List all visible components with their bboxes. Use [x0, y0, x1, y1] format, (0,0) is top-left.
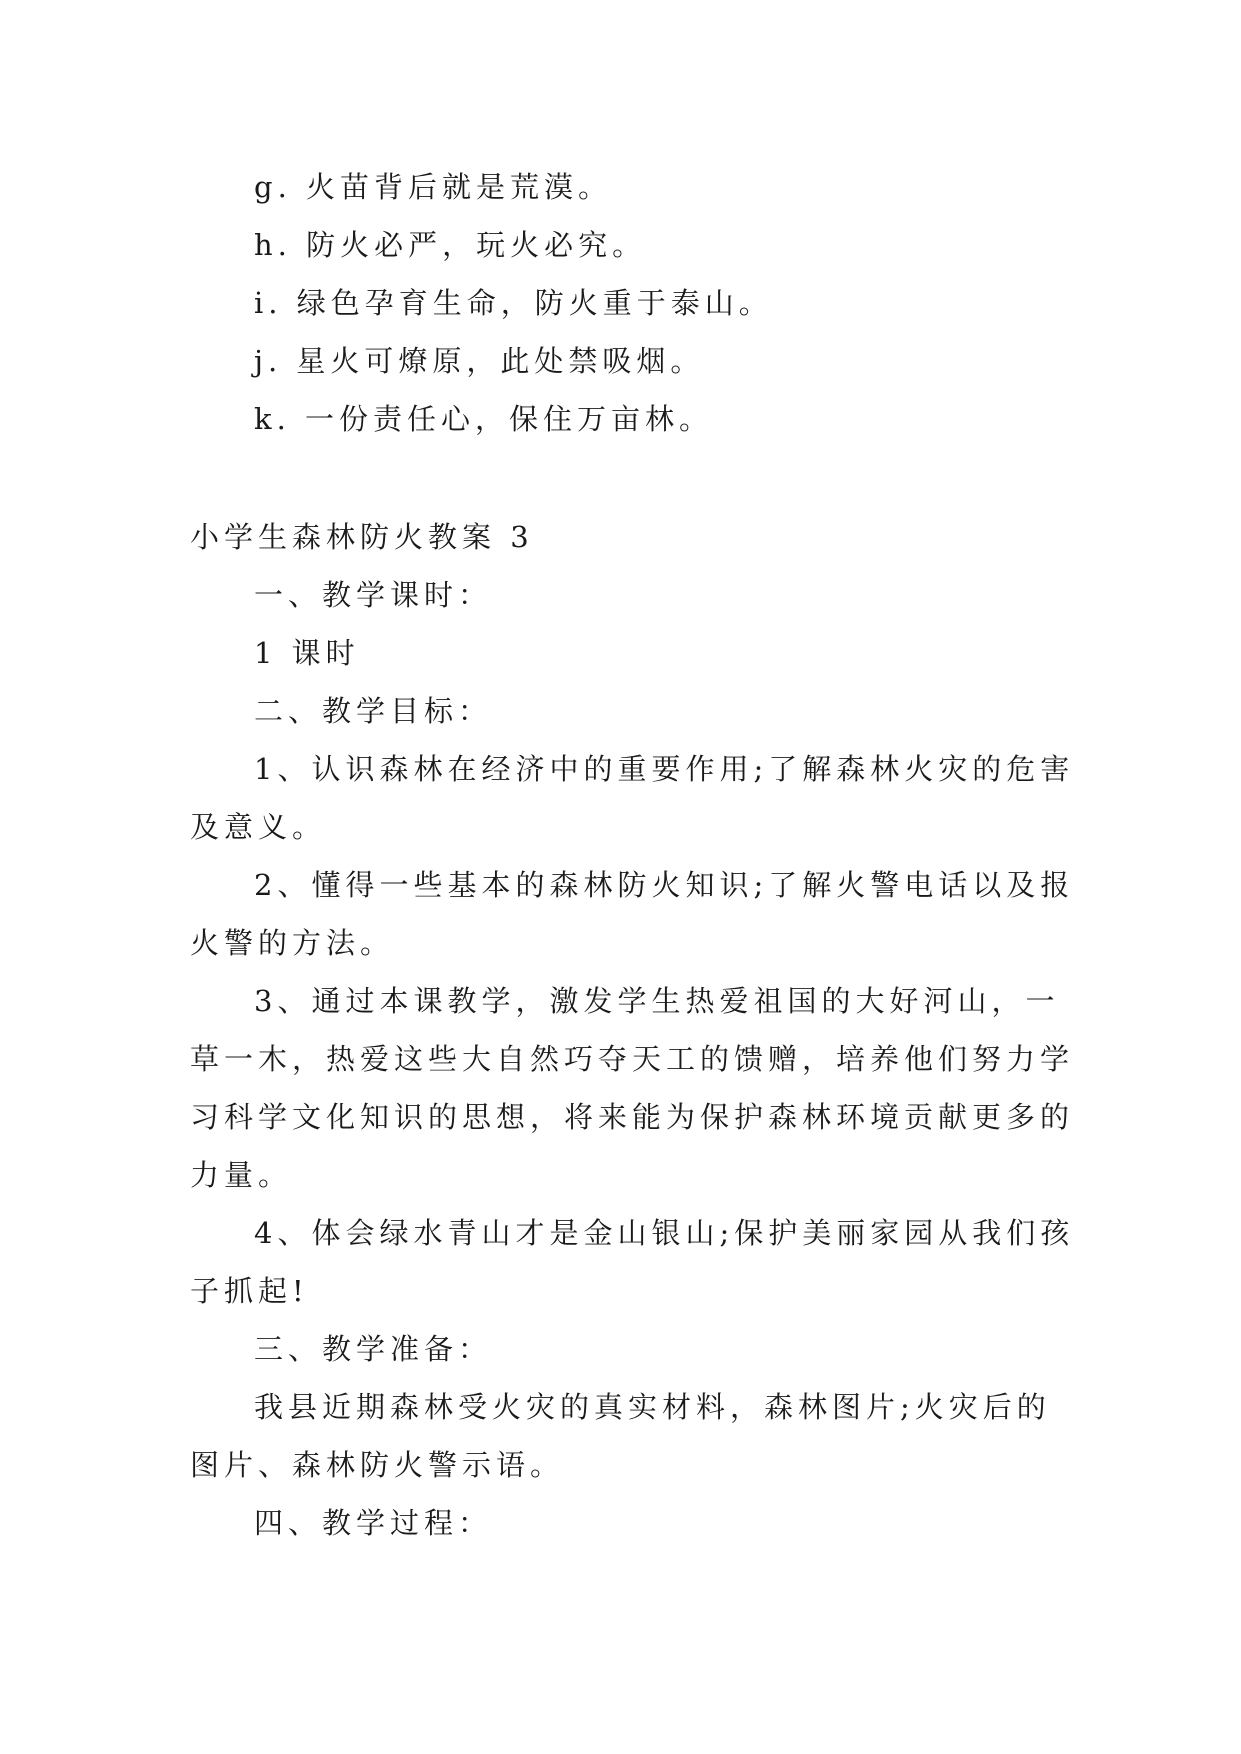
goal-1-line-2: 及意义。 — [190, 810, 327, 844]
prep-text-line-2: 图片、森林防火警示语。 — [190, 1448, 565, 1482]
goal-3-line-4: 力量。 — [190, 1158, 293, 1192]
lessons-heading: 一、教学课时： — [254, 578, 493, 612]
goal-2-line-1: 2、懂得一些基本的森林防火知识;了解火警电话以及报 — [254, 868, 1075, 902]
goal-4-line-1: 4、体会绿水青山才是金山银山;保护美丽家园从我们孩 — [254, 1216, 1075, 1250]
section-title: 小学生森林防火教案 3 — [190, 520, 534, 554]
prep-text-line-1: 我县近期森林受火灾的真实材料，森林图片;火灾后的 — [254, 1390, 1051, 1424]
prep-heading: 三、教学准备： — [254, 1332, 493, 1366]
goal-3-line-2: 草一木，热爱这些大自然巧夺天工的馈赠，培养他们努力学 — [190, 1042, 1075, 1076]
slogan-i: i. 绿色孕育生命，防火重于泰山。 — [254, 286, 773, 320]
goals-heading: 二、教学目标： — [254, 694, 493, 728]
slogan-g: g. 火苗背后就是荒漠。 — [254, 170, 613, 204]
goal-2-line-2: 火警的方法。 — [190, 926, 395, 960]
process-heading: 四、教学过程： — [254, 1506, 493, 1540]
goal-3-line-1: 3、通过本课教学，激发学生热爱祖国的大好河山，一 — [254, 984, 1060, 1018]
slogan-j: j. 星火可燎原，此处禁吸烟。 — [254, 344, 705, 378]
goal-1-line-1: 1、认识森林在经济中的重要作用;了解森林火灾的危害 — [254, 752, 1075, 786]
goal-3-line-3: 习科学文化知识的思想，将来能为保护森林环境贡献更多的 — [190, 1100, 1075, 1134]
lessons-value: 1 课时 — [254, 636, 360, 670]
slogan-h: h. 防火必严，玩火必究。 — [254, 228, 647, 262]
slogan-k: k. 一份责任心，保住万亩林。 — [254, 402, 714, 436]
goal-4-line-2: 子抓起! — [190, 1274, 309, 1308]
